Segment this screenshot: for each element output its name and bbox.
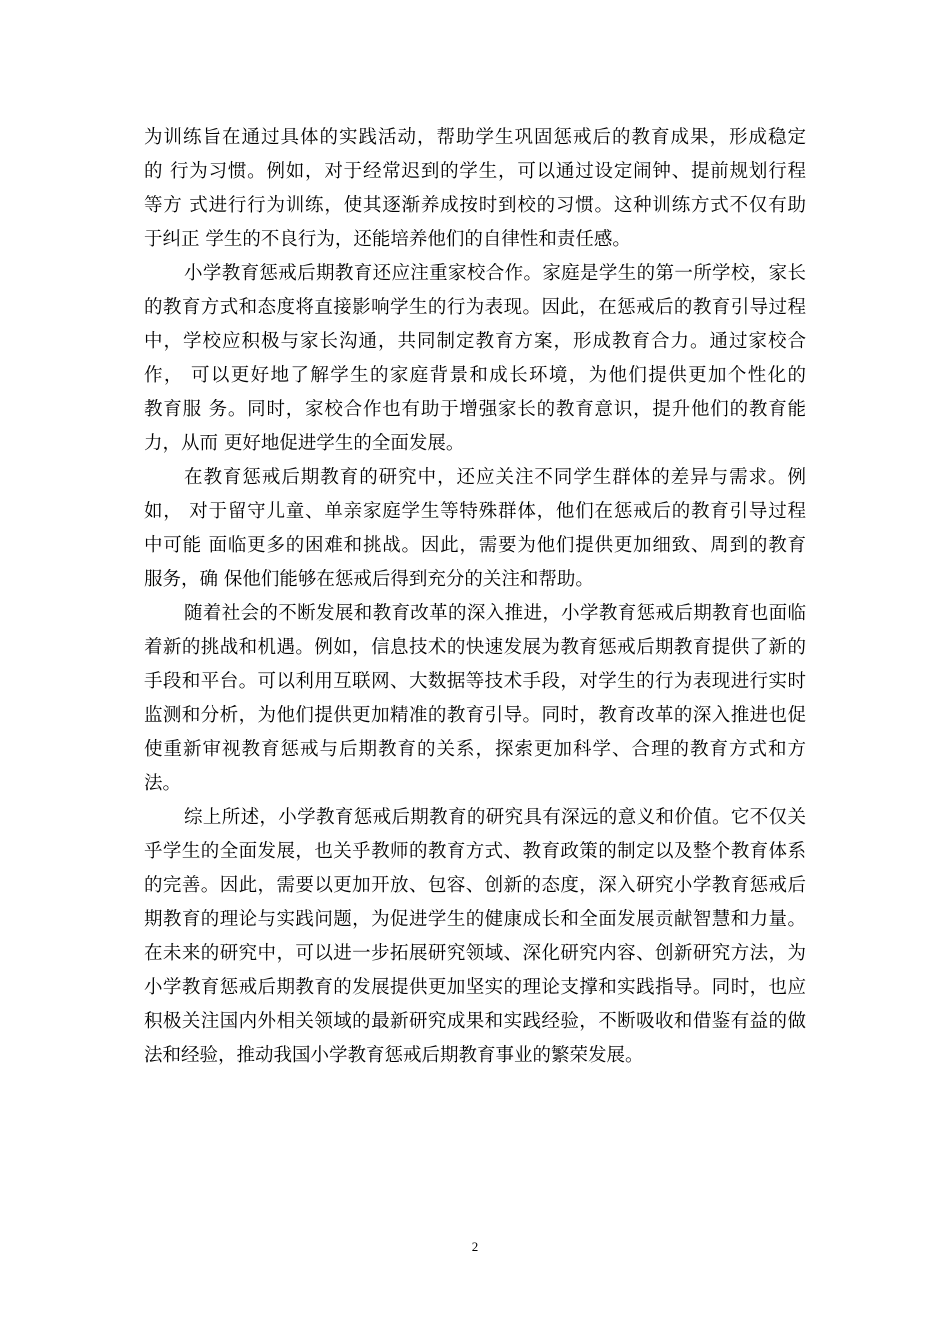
text-line: 法。 [144, 773, 182, 794]
text-line: 教育服 务。同时，家校合作也有助于增强家长的教育意识，提升他们的教育能 [144, 399, 806, 420]
text-line: 使重新审视教育惩戒与后期教育的关系，探索更加科学、合理的教育方式和方 [144, 739, 806, 760]
text-line: 在未来的研究中，可以进一步拓展研究领域、深化研究内容、创新研究方法，为 [144, 943, 806, 964]
text-line: 积极关注国内外相关领域的最新研究成果和实践经验，不断吸收和借鉴有益的做 [144, 1011, 806, 1032]
page-number: 2 [471, 1239, 479, 1254]
text-line: 为训练旨在通过具体的实践活动，帮助学生巩固惩戒后的教育成果，形成稳定 [144, 127, 806, 148]
text-line: 乎学生的全面发展，也关乎教师的教育方式、教育政策的制定以及整个教育体系 [144, 841, 806, 862]
text-line: 中，学校应积极与家长沟通，共同制定教育方案，形成教育合力。通过家校合 [144, 331, 806, 352]
text-line: 着新的挑战和机遇。例如，信息技术的快速发展为教育惩戒后期教育提供了新的 [144, 637, 806, 658]
text-line: 的 行为习惯。例如，对于经常迟到的学生，可以通过设定闹钟、提前规划行程 [144, 161, 806, 182]
text-line: 的完善。因此，需要以更加开放、包容、创新的态度，深入研究小学教育惩戒后 [144, 875, 806, 896]
text-line: 中可能 面临更多的困难和挑战。因此，需要为他们提供更加细致、周到的教育 [144, 535, 806, 556]
text-line: 于纠正 学生的不良行为，还能培养他们的自律性和责任感。 [144, 229, 631, 250]
text-line: 随着社会的不断发展和教育改革的深入推进，小学教育惩戒后期教育也面临 [184, 603, 806, 624]
text-line: 作， 可以更好地了解学生的家庭背景和成长环境，为他们提供更加个性化的 [144, 365, 806, 386]
text-line: 在教育惩戒后期教育的研究中，还应关注不同学生群体的差异与需求。例 [184, 467, 806, 488]
text-line: 监测和分析，为他们提供更加精准的教育引导。同时，教育改革的深入推进也促 [144, 705, 806, 726]
text-line: 服务，确 保他们能够在惩戒后得到充分的关注和帮助。 [144, 569, 594, 590]
text-line: 等方 式进行行为训练，使其逐渐养成按时到校的习惯。这种训练方式不仅有助 [144, 195, 806, 216]
text-line: 的教育方式和态度将直接影响学生的行为表现。因此，在惩戒后的教育引导过程 [144, 297, 806, 318]
text-line: 手段和平台。可以利用互联网、大数据等技术手段，对学生的行为表现进行实时 [144, 671, 806, 692]
text-line: 如， 对于留守儿童、单亲家庭学生等特殊群体，他们在惩戒后的教育引导过程 [144, 501, 806, 522]
text-line: 小学教育惩戒后期教育的发展提供更加坚实的理论支撑和实践指导。同时，也应 [144, 977, 806, 998]
text-line: 综上所述，小学教育惩戒后期教育的研究具有深远的意义和价值。它不仅关 [184, 807, 806, 828]
text-line: 期教育的理论与实践问题，为促进学生的健康成长和全面发展贡献智慧和力量。 [144, 909, 806, 930]
text-line: 力，从而 更好地促进学生的全面发展。 [144, 433, 465, 454]
text-line: 法和经验，推动我国小学教育惩戒后期教育事业的繁荣发展。 [144, 1045, 644, 1066]
text-line: 小学教育惩戒后期教育还应注重家校合作。家庭是学生的第一所学校，家长 [184, 263, 806, 284]
